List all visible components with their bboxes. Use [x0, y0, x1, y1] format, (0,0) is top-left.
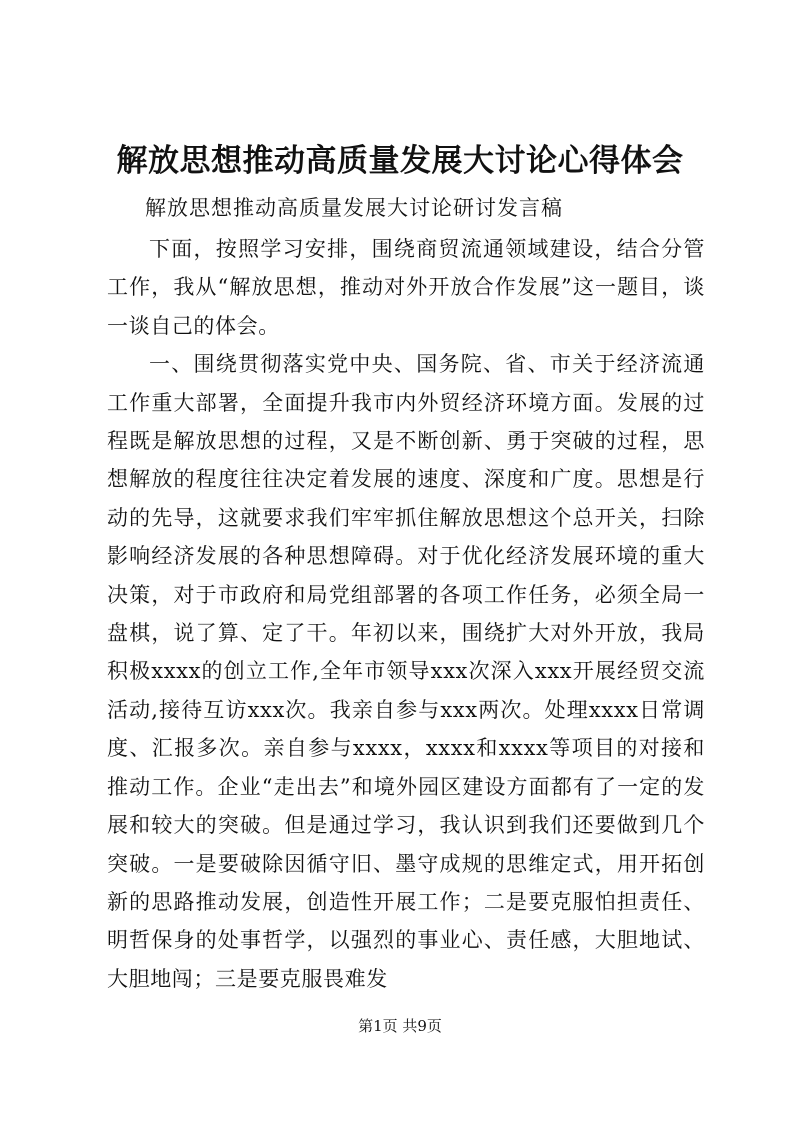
document-title: 解放思想推动高质量发展大讨论心得体会 — [116, 143, 684, 179]
document-body — [107, 230, 705, 998]
document-subtitle: 解放思想推动高质量发展大讨论研讨发言稿 — [145, 196, 563, 220]
paragraph-intro: 下面，按照学习安排，围绕商贸流通领域建设，结合分管工作，我从“解放思想，推动对外开放合作发展”这一题目，谈一谈自己的体会。 — [107, 237, 705, 338]
page-footer: 第1页 共9页 — [358, 1017, 442, 1035]
paragraph-section-one: 一、围绕贯彻落实党中央、国务院、省、市关于经济流通工作重大部署，全面提升我市内外贸经济环境方面。发展的过程既是解放思想的过程，又是不断创新、勇于突破的过程，思想解放的程度往往决定着发展的速度、深度和广度。思想是行动的先导，这就要求我们牢牢抓住解放思想这个总开关，扫除影响经济发展的各种思想障碍。对于优化经济发展环境的重大决策，对于市政府和局党组部署的各项工作任务，必须全局一盘棋，说了算、定了干。年初以来，围绕扩大对外开放，我局积极xxxx的创立工作,全年市领导xxx次深入xxx开展经贸交流活动,接待互访xxx次。我亲自参与xxx两次。处理xxxx日常调度、汇报多次。亲自参与xxxx，xxxx和xxxx等项目的对接和推动工作。企业“走出去”和境外园区建设方面都有了一定的发展和较大的突破。但是通过学习，我认识到我们还要做到几个突破。一是要破除因循守旧、墨守成规的思维定式，用开拓创新的思路推动发展，创造性开展工作；二是要克服怕担责任、明哲保身的处事哲学，以强烈的事业心、责任感，大胆地试、大胆地闯；三是要克服畏难发 — [107, 352, 705, 991]
